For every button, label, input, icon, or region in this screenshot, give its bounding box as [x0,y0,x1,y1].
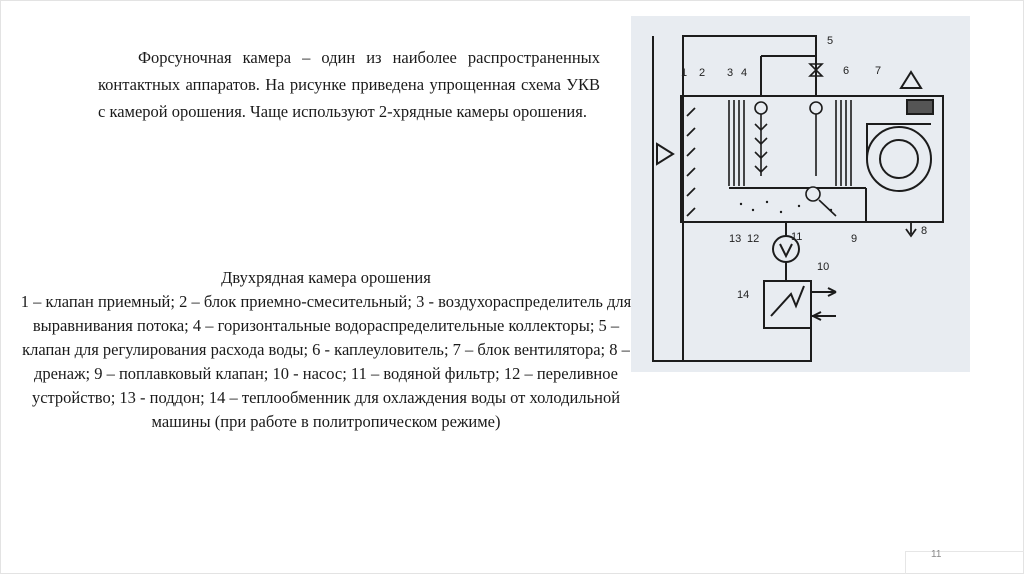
water-circuit-line [683,36,816,96]
water-pan-icon [740,201,832,213]
fan-icon [867,100,933,191]
label-2: 2 [699,67,706,79]
intake-valve-icon [687,108,695,216]
nozzle-collector-icon [755,102,822,176]
label-9: 9 [851,233,858,245]
air-distributor-icon [729,100,744,186]
figure-caption [20,266,632,434]
page-number: 11 [931,549,942,560]
label-4: 4 [741,67,748,79]
chamber-body [681,96,943,222]
label-8: 8 [921,225,928,237]
label-7: 7 [875,65,882,77]
label-11: 11 [791,231,803,243]
drop-eliminator-icon [836,100,851,186]
label-1: 1 [681,67,688,79]
label-13: 13 [729,233,742,245]
label-12: 12 [747,233,760,245]
label-3: 3 [727,67,734,79]
diagram-svg [631,16,970,372]
spray-chamber-diagram [631,16,970,372]
label-14: 14 [737,289,750,301]
float-valve-icon [806,187,836,216]
drain-icon [906,222,916,236]
caption-title: Двухрядная камера орошения [221,268,431,287]
left-feed-line [653,36,683,361]
caption-legend: 1 – клапан приемный; 2 – блок приемно-смесительный; 3 - воздухораспределитель для выравнивания потока; 4 – горизонтальные водораспределительные коллекторы; 5 – клапан для регулирования расхода воды; 6 - каплеуловитель; 7 – блок вентилятора; 8 – дренаж; 9 – поплавковый клапан; 10 - насос; 11 – водяной фильтр; 12 – переливное устройство; 13 - поддон; 14 – теплообменник для охлаждения воды от холодильной машины (при работе в политропическом режиме) [20,292,632,431]
label-6: 6 [843,65,850,77]
footer-rule [905,551,1024,574]
label-10: 10 [817,261,830,273]
label-5: 5 [827,35,834,47]
heat-exchanger-icon [764,281,836,328]
intro-paragraph: Форсуночная камера – один из наиболее распространенных контактных аппаратов. На рисунке приведена упрощенная схема УКВ с камерой орошения. Чаще используют 2-хрядные камеры орошения. [98,48,600,121]
